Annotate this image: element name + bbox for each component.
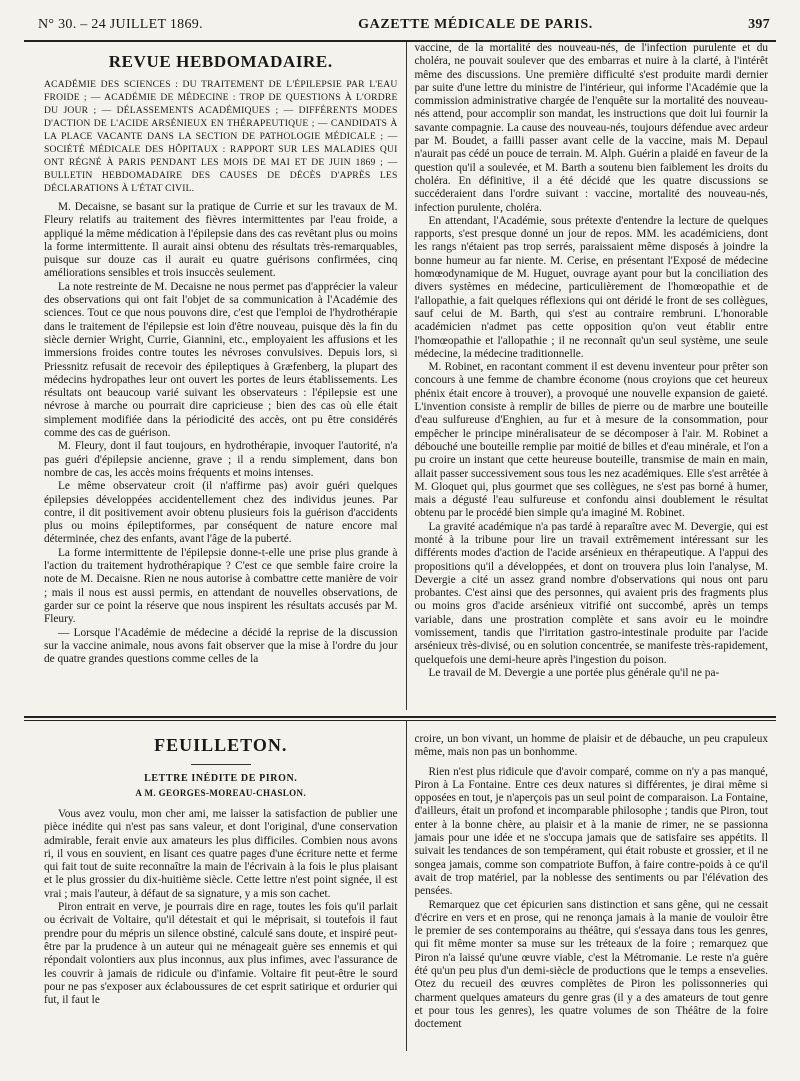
revue-paragraph: Le travail de M. Devergie a une portée plus générale qu'il ne pa- — [428, 666, 720, 679]
revue-title: REVUE HEBDOMADAIRE. — [108, 52, 333, 71]
feuilleton-title: FEUILLETON. — [154, 735, 288, 755]
revue-summary: ACADÉMIE DES SCIENCES : DU TRAITEMENT DE L'ÉPILEPSIE PAR L'EAU FROIDE ; — ACADÉMIE DE MÉDECINE : TROP DE QUESTIONS À L'ORDRE DU JOUR ; — DÉLASSEMENTS ACADÉMIQUES ; — DIFFÉRENTS MODES D'ACTION DE L'ACIDE ARSÉNIEUX EN THÉRAPEUTIQUE ; — CANDIDATS À LA PLACE VACANTE DANS LA SECTION DE PATHOLOGIE MÉDICALE ; — SOCIÉTÉ MÉDICALE DES HÔPITAUX : RAPPORT SUR LES MALADIES QUI ONT RÉGNÉ À PARIS PENDANT LES MOIS DE MAI ET DE JUIN 1869 ; — BULLETIN HEBDOMADAIRE DES CAUSES DE DÉCÈS D'APRÈS LES DÉCLARATIONS À L'ÉTAT CIVIL. — [44, 79, 398, 194]
revue-paragraph: La forme intermittente de l'épilepsie donne-t-elle une prise plus grande à l'action du traitement hydrothérapique ? C'est ce que semble faire croire la note de M. Decaisne. Rien ne nous autorise à combattre cette manière de voir ; mais il nous est aussi permis, en attendant de nouvelles observations, de garder sur ce point la réserve que nous inspirent les résultats accusés par M. Fleury. — [44, 546, 398, 626]
title-rule — [191, 764, 251, 765]
revue-paragraph: M. Robinet, en racontant comment il est devenu inventeur pour prêter son concours à une femme de chambre économe (nous croyions que cet heureux phénix était encore à trouver), a provoqué une nouvelle expansion de gaieté. L'invention consiste à remplir de billes de pierre ou de marbre une bouteille d'eau sulfureuse d'Enghien, au fur et à mesure de la consommation, pour empêcher le principe minéralisateur de se décomposer à l'air. M. Robinet a débouché une bouteille remplie par moitié de billes et d'eau minérale, et l'on a pu croire un instant que cette heureuse bouteille, transmise de main en main, allait passer successivement sous tous les nez académiques. Elle s'est arrêtée à M. Gloquet qui, plus gourmet que ses collègues, ne s'est pas borné à humer, mais a dégusté l'eau sulfureuse et confondu ainsi doublement le résultat obtenu par le procédé bien simple qu'a imaginé M. Robinet. — [414, 361, 768, 520]
feuilleton-paragraph: Vous avez voulu, mon cher ami, me laisser la satisfaction de publier une pièce inédite qui n'est pas sans valeur, et dont l'original, d'une conservation admirable, ferait envie aux amateurs les plus difficiles. Combien nous avons ri, il vous en souvient, en lisant ces quatre pages d'une écriture nette et ferme qui fait tout de suite reconnaître la main de l'écrivain à la fois le plus plaisant et le plus grossier du dix-huitième siècle. Cette lettre n'est point signée, il est vrai ; mais l'auteur, à défaut de sa signature, y a mis son cachet. — [44, 808, 398, 900]
feuilleton-subtitle: LETTRE INÉDITE DE PIRON. — [144, 773, 298, 784]
feuilleton-right-column — [406, 721, 777, 1051]
feuilleton-section — [24, 721, 776, 1051]
revue-paragraph: La gravité académique n'a pas tardé à reparaître avec M. Devergie, qui est monté à la tribune pour lire un travail extrêmement intéressant sur les différents modes d'action de l'acide arsénieux en thérapeutique. A l'appui des propositions qu'il a développées, et dont on trouvera plus loin l'analyse, M. Devergie a cité un assez grand nombre d'observations qui nous ont paru probantes. C'est ainsi que des personnes, qui avaient pris des fragments plus ou moins gros d'acide arsénieux vitrifié ont succombé, après un temps variable, dans une prostration complète et sans avoir eu le moindre vomissement, tandis que l'irritation gastro-intestinale produite par l'acide arsénieux très-divisé, ou en solution concentrée, se manifeste très-rapidement, quelquefois une demi-heure après l'ingestion du poison. — [414, 520, 768, 666]
revue-paragraph: En attendant, l'Académie, sous prétexte d'entendre la lecture de quelques rapports, s'est presque donné un jour de repos. MM. les académiciens, dont les rangs n'étaient pas trop serrés, paraissaient même disposés à joindre la bonne humeur au far niente. M. Cerise, en présentant l'Exposé de médecine homœodynamique de M. Huguet, ouvrage ayant pour but la conciliation des divers systèmes en médecine, particulièrement de l'homœopathie et de l'allopathie, a fait quelques réflexions qui ont déridé le front de ses collègues, sauf celui de M. Barth, qui s'est au contraire rembruni. L'honorable académicien n'admet pas cette opposition qu'on veut établir entre l'homœopathie et l'allopathie ; il ne reconnaît qu'un seul système, une seule médecine, la médecine traditionnelle. — [414, 214, 768, 360]
revue-paragraph: M. Fleury, dont il faut toujours, en hydrothérapie, invoquer l'autorité, n'a pas guéri d'épilepsie ancienne, grave ; il a rendu simplement, dans bon nombre de cas, les accès moins fréquents et moins intenses. — [44, 440, 398, 479]
revue-left-column — [24, 42, 406, 710]
feuilleton-address: A M. GEORGES-MOREAU-CHASLON. — [135, 788, 307, 798]
feuilleton-paragraph: Rien n'est plus ridicule que d'avoir comparé, comme on n'y a pas manqué, Piron à La Fontaine. Entre ces deux natures si différentes, je dirai même si opposées en tout, je n'aperçois pas un seul point de comparaison. La Fontaine, d'ailleurs, était un profond et incomparable philosophe ; tandis que Piron, tout enter à la bonne chère, au plaisir et à la manie de rimer, ne se passionna jamais pour une idée et ne s'occupa jamais que de satisfaire ses appétits. Il suivait les tendances de son tempérament, qui était robuste et grossier, et il ne songea jamais, comme son compatriote Buffon, à faire contre-poids à ce qu'il avait de trop matériel, par la noblesse des sentiments ou par l'élévation des pensées. — [414, 765, 768, 898]
issue-date: N° 30. – 24 JUILLET 1869. — [38, 17, 203, 32]
revue-paragraph: M. Decaisne, se basant sur la pratique de Currie et sur les travaux de M. Fleury relatifs au traitement des fièvres intermittentes par l'eau froide, a appliqué la même médication à l'épilepsie dans des cas revêtant plus ou moins la forme intermittente. Il aurait ainsi obtenu des résultats très-remarquables, puisque sur douze cas il aurait eu quatre guérisons confirmées, cinq améliorations sensibles et trois insuccès seulement. — [44, 201, 398, 280]
feuilleton-paragraph: Piron entrait en verve, je pourrais dire en rage, toutes les fois qu'il parlait ou écrivait de Voltaire, qu'il détestait et qui le méprisait, si toutefois il faut prendre pour du mépris un silence obstiné, calculé sans doute, et inspiré peut-être par la prudence à un auteur qui ne ménageait guère ses ennemis et qui répondait volontiers aux plus inconnus, aux plus infimes, avec l'assurance de les couvrir à jamais de ridicule ou d'infamie. Voltaire fit peut-être le sourd pour ne pas s'exposer aux éclaboussures de cet esprit satirique et ordurier qui fut, il faut le — [44, 901, 398, 1007]
revue-paragraph: Le même observateur croit (il n'affirme pas) avoir guéri quelques épilepsies développées accidentellement chez des individus jeunes. Par contre, il dit positivement avoir obtenu plusieurs fois la guérison d'accidents plus ou moins épileptiformes, par conséquent de nature encore mal déterminée, chez des enfants, avant l'âge de la puberté. — [44, 480, 398, 546]
revue-paragraph: La note restreinte de M. Decaisne ne nous permet pas d'apprécier la valeur des observations qui ont fait l'objet de sa communication à l'Académie des sciences. Tout ce que nous pouvons dire, c'est que l'emploi de l'hydrothérapie dans le traitement de l'épilepsie est loin d'être nouveau, puisque dès la fin du siècle dernier Wright, Currie, Giannini, etc., employaient les affusions et les immersions froides contre toutes les névroses convulsives. Depuis lors, si Priessnitz refusait de recevoir des épileptiques à Græfenberg, la plupart des médecins hydropathes leur ont ouvert les portes de leurs établissements. Les résultats ont beaucoup varié suivant les observateurs : l'épilepsie est une névrose à marche ou pourrait dire capricieuse ; bien des cas où elle était simplement modifiée dans la périodicité des accès, ont pu être considérés comme des cas de guérison. — [44, 280, 398, 440]
feuilleton-paragraph: croire, un bon vivant, un homme de plaisir et de débauche, un peu crapuleux même, mais non pas un bonhomme. — [414, 733, 768, 759]
revue-paragraph: vaccine, de la mortalité des nouveau-nés, de l'infection purulente et du choléra, ne pouvait soulever que des embarras et nuire à la clarté, à l'intérêt même des discussions. Une première difficulté s'est produite mardi dernier par suite d'une lettre du ministre de l'intérieur, qui informe l'Académie que la commission administrative chargée de l'enquête sur la mortalité des nouveau-nés attend, pour accomplir son mandat, les instructions que doit lui fournir la savante compagnie. La cause des nouveau-nés, toujours défendue avec ardeur par M. Boudet, a failli passer avant celle de la vaccine, mais M. Depaul n'aurait pas cédé un pouce de terrain. M. Alph. Guérin a plaidé en faveur de la question qu'il a soulevée, et M. Barth a soutenu bien faiblement les droits du choléra. En définitive, il a été décidé que les quatre discussions se succéderaient dans l'ordre suivant : vaccine, mortalité des nouveau-nés, infection purulente, choléra. — [414, 42, 768, 214]
feuilleton-paragraph: Remarquez que cet épicurien sans distinction et sans gêne, qui ne cessait d'écrire en vers et en prose, qui ne renonça jamais à la manie de vouloir être le premier de ses contemporains au théâtre, qui s'essaya dans tous les genres, qui fit même monter sa muse sur les tréteaux de la foire ; remarquez que Piron n'a laissé qu'une œuvre viable, c'est la Métromanie. Le reste n'a guère été qu'un peu plus d'un demi-siècle de productions que le temps a ensevelies. Otez du recueil des œuvres complètes de Piron les polissonneries qui charment quelques amateurs du genre gras (il y a des amateurs de tout genre et pour tous les genres), les quatre volumes de son Théâtre de la foire doctement — [414, 898, 768, 1031]
revue-right-column — [406, 42, 777, 710]
journal-title: GAZETTE MÉDICALE DE PARIS. — [358, 17, 593, 32]
page-number: 397 — [748, 17, 770, 32]
page-header — [12, 10, 788, 40]
feuilleton-left-column — [24, 721, 406, 1051]
revue-section — [24, 42, 776, 710]
revue-paragraph: — Lorsque l'Académie de médecine a décidé la reprise de la discussion sur la vaccine animale, nous avons fait observer que la mise à l'ordre du jour de quatre grandes questions comme celles de la — [44, 626, 398, 666]
